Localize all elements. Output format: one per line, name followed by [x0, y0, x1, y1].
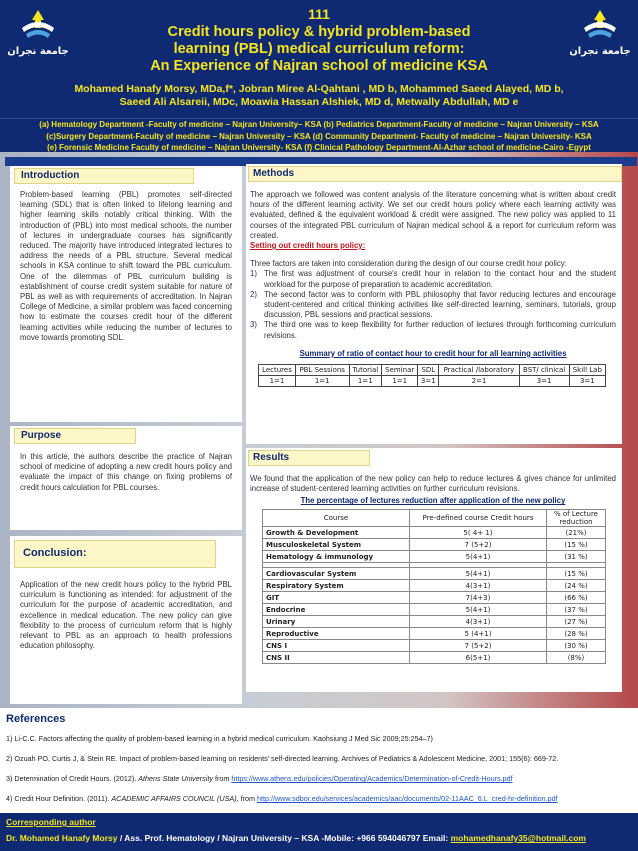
conclusion-text: Application of the new credit hours policy to the hybrid PBL curriculum is functioning as intended: for adjustment of the curriculum for the purpose of academic accreditation, and excellence in medical education. The new policy can give flexibility to the process of curriculum reform that is highly relevant to PBL as an approach to health professions education philosophy.	[20, 580, 232, 651]
author-details: / Ass. Prof. Hematology / Najran University – KSA -Mobile: +966 594046797 Email:	[117, 833, 451, 843]
table-row	[263, 640, 606, 652]
methods-factor	[250, 290, 616, 321]
references-title: References	[6, 713, 66, 725]
credit-cell: 5(4+1)	[410, 551, 547, 563]
table-row	[263, 568, 606, 580]
pct-cell: (24 %)	[547, 580, 606, 592]
lecture-reduction-table	[262, 509, 606, 664]
credit-cell: 4(3+1)	[410, 616, 547, 628]
course-cell: Cardiovascular System	[263, 568, 410, 580]
title-line: Credit hours policy & hybrid problem-based	[167, 24, 471, 40]
poster-header	[0, 0, 638, 118]
table-row	[263, 539, 606, 551]
course-cell: Respiratory System	[263, 580, 410, 592]
affiliation-line: (c)Surgery Department-Faculty of medicine – Najran University – KSA (d) Community Department- Faculty of medicine – Najran University- KSA	[46, 131, 592, 141]
table-header-cell: Pre-defined course Credit hours	[410, 510, 547, 527]
table-cell: 2=1	[439, 375, 519, 386]
introduction-section	[10, 166, 242, 422]
factor-number: 2)	[250, 289, 257, 299]
credit-cell: 6(5+1)	[410, 652, 547, 664]
introduction-text: Problem-based learning (PBL) promotes self-directed learning (SDL) that is often linked to lifelong learning and higher learning skills notably critical thinking. With the introduction of (PBL) into most medical schools, the number of lectures in undergraduate courses has significantly reduced. The majority have introduced integrated lectures to address the needs of a PBL structure. Several medical schools in KSA continue to shift toward the PBL curriculum. One of the dilemmas of PBL curriculum building is establishment of course credit system suitable for nature of PBL as well as with requirements of accreditation. In Najran College of Medicine, a similar problem was faced concerning how to estimate the courses credit hour of the different learning activities while reducing the number of lectures to move towards promoting SDL.	[20, 190, 232, 342]
methods-subheading: Setting out credit hours policy:	[250, 241, 366, 251]
table-header-row	[259, 364, 606, 375]
table-row	[259, 375, 606, 386]
table-row	[263, 652, 606, 664]
results-table-caption: The percentage of lectures reduction after application of the new policy	[300, 496, 566, 506]
course-cell: Hematology & immunology	[263, 551, 410, 563]
course-cell: CNS I	[263, 640, 410, 652]
table-row	[263, 580, 606, 592]
table-header-cell: % of Lecture reduction	[547, 510, 606, 527]
pct-cell: (15 %)	[547, 568, 606, 580]
table-row	[263, 628, 606, 640]
table-cell: 1=1	[295, 375, 349, 386]
reference-item	[6, 794, 558, 803]
table-header-cell: Tutorial	[349, 364, 382, 375]
pct-cell: (28 %)	[547, 628, 606, 640]
methods-heading-box	[248, 166, 622, 182]
reference-text: 4) Credit Hour Definition. (2011).	[6, 794, 112, 803]
pct-cell: (37 %)	[547, 604, 606, 616]
results-heading-box	[248, 450, 370, 466]
table-header-cell: BST/ clinical	[519, 364, 569, 375]
title-line: learning (PBL) medical curriculum reform:	[173, 41, 465, 57]
results-text: We found that the application of the new policy can help to reduce lectures & gives chance for unlimited increase of student-centered learning activities on further curriculum revisions.	[250, 474, 616, 494]
factor-text: The third one was to keep flexibility for further reduction of lectures through forthcoming curriculum revisions.	[264, 320, 616, 340]
author-email-link[interactable]: mohamedhanafy35@hotmail.com	[450, 833, 586, 843]
conclusion-heading-box	[14, 540, 216, 568]
title-line: An Experience of Najran school of medicine KSA	[150, 58, 488, 74]
footer	[0, 813, 638, 851]
table-cell: 3=1	[569, 375, 605, 386]
credit-cell: 5(4+1)	[410, 568, 547, 580]
table-cell: 3=1	[418, 375, 439, 386]
affiliations-band	[0, 118, 638, 153]
corresponding-author-details	[6, 833, 586, 843]
table-cell: 3=1	[519, 375, 569, 386]
purpose-text: In this article, the authors describe the practice of Najran school of medicine of adopting a new credit hours policy and evaluate the impact of this change on fixing problems of credit hours calculation for PBL courses.	[20, 452, 232, 492]
credit-cell: 5 (4+1)	[410, 628, 547, 640]
credit-cell: 5( 4+ 1)	[410, 527, 547, 539]
poster-title	[90, 24, 548, 75]
conclusion-title: Conclusion:	[23, 547, 87, 559]
credit-cell: 5(4+1)	[410, 604, 547, 616]
table-header-cell: Lectures	[259, 364, 296, 375]
methods-section	[246, 164, 622, 444]
reference-mid: from	[212, 774, 232, 783]
factor-number: 3)	[250, 320, 257, 330]
reference-mid: from	[238, 794, 257, 803]
methods-factor	[250, 320, 616, 340]
table-header-cell: Practical /laboratory	[439, 364, 519, 375]
table-cell: 1=1	[382, 375, 418, 386]
course-cell: Reproductive	[263, 628, 410, 640]
table-row	[263, 616, 606, 628]
methods-table-caption: Summary of ratio of contact hour to credit hour for all learning activities	[299, 348, 567, 358]
logo-text: جامعة نجران	[8, 46, 68, 57]
purpose-heading-box	[14, 428, 136, 444]
methods-factor	[250, 269, 616, 289]
pct-cell: (15 %)	[547, 539, 606, 551]
credit-cell: 7 (5+2)	[410, 539, 547, 551]
course-cell: Endocrine	[263, 604, 410, 616]
reference-italic: Athens State University	[138, 774, 213, 783]
methods-body	[250, 190, 616, 387]
reference-item	[6, 754, 558, 763]
pct-cell: (30 %)	[547, 640, 606, 652]
course-cell: Urinary	[263, 616, 410, 628]
table-row	[263, 527, 606, 539]
poster-number: 111	[308, 6, 330, 22]
reference-text: 1) Li-C.C. Factors affecting the quality of problem-based learning in a hybrid medical curriculum. Kaohsiung J Med Sic 2009;25:254–7)	[6, 734, 433, 743]
results-body	[250, 474, 616, 664]
course-cell: CNS II	[263, 652, 410, 664]
table-header-cell: Seminar	[382, 364, 418, 375]
pct-cell: (21%)	[547, 527, 606, 539]
factor-number: 1)	[250, 269, 257, 279]
reference-item	[6, 774, 513, 783]
course-cell: Growth & Development	[263, 527, 410, 539]
introduction-title: Introduction	[21, 170, 80, 181]
table-row	[263, 592, 606, 604]
introduction-heading-box	[14, 168, 194, 184]
table-cell: 1=1	[259, 375, 296, 386]
reference-item	[6, 734, 433, 743]
pct-cell: (31 %)	[547, 551, 606, 563]
factor-text: The first was adjustment of course's credit hour in relation to the contact hour and the student workload for the purpose of preparation to academic accreditation.	[264, 269, 616, 289]
author-name: Dr. Mohamed Hanafy Morsy	[6, 833, 118, 843]
methods-text: The approach we followed was content analysis of the literature concerning what is written about credit hours of the different learning activity. We set our credit hours policy where each learning activity was evaluated, defined & the equivalent workload & credit were assigned. The new policy was applied to 11 courses of the integrated PBL curriculum of Najran medical school & a report for curriculum reform was created.	[250, 190, 616, 240]
credit-cell: 4(3+1)	[410, 580, 547, 592]
corresponding-author-label: Corresponding author	[6, 817, 96, 827]
pct-cell: (8%)	[547, 652, 606, 664]
table-cell: 1=1	[349, 375, 382, 386]
results-section	[246, 448, 622, 692]
pct-cell: (27 %)	[547, 616, 606, 628]
authors-line: Mohamed Hanafy Morsy, MDa,f*, Jobran Miree Al-Qahtani , MD b, Mohammed Saeed Alayed, MD b,	[74, 83, 564, 95]
pct-cell: (66 %)	[547, 592, 606, 604]
purpose-title: Purpose	[21, 430, 62, 441]
authors-line: Saeed Ali Alsareii, MDc, Moawia Hassan Alshiek, MD d, Metwally Abdullah, MD e	[119, 96, 519, 108]
course-cell: Musculoskeletal System	[263, 539, 410, 551]
reference-link[interactable]: https://www.athens.edu/policies/Operating/Academics/Determination-of-Credit-Hours.pdf	[231, 774, 513, 783]
table-row	[263, 604, 606, 616]
course-cell: GIT	[263, 592, 410, 604]
methods-factors-intro: Three factors are taken into consideration during the design of our course credit hour policy:	[250, 259, 567, 269]
results-title: Results	[253, 452, 290, 463]
table-row	[263, 551, 606, 563]
purpose-section	[10, 426, 242, 530]
conclusion-section	[10, 536, 242, 704]
affiliation-line: (a) Hematology Department -Faculty of medicine – Najran University– KSA (b) Pediatrics Department-Faculty of medicine – Najran University – KSA	[39, 120, 599, 129]
table-header-cell: Skill Lab	[569, 364, 605, 375]
table-header-cell: SDL	[418, 364, 439, 375]
table-header-cell: PBL Sessions	[295, 364, 349, 375]
affiliation-line: (e) Forensic Medicine Faculty of medicine – Najran University- KSA (f) Clinical Pathology Department-Al-Azhar school of medicine-Cairo -Egypt	[47, 143, 591, 152]
credit-cell: 7(4+3)	[410, 592, 547, 604]
authors	[0, 83, 638, 109]
factor-text: The second factor was to conform with PBL philosophy that favor reducing lectures and encourage student-centered and critical thinking activities like self-directed learning, seminars, tutorials, group discussion, PBL sessions and practical sessions.	[264, 289, 616, 320]
logo-text: جامعة نجران	[570, 46, 630, 57]
table-header-row	[263, 510, 606, 527]
reference-text: 2) Ozuah PO, Curtis J, & Stein RE. Impact of problem-based learning on residents' self-directed learning. Archives of Pediatrics & Adolescent Medicine, 2001; 155(6): 669-72.	[6, 754, 559, 763]
reference-link[interactable]: http://www.sdbor.edu/services/academics/aac/documents/02-11AAC_6.L_cred-hr-definition.pdf	[256, 794, 558, 803]
credit-ratio-table	[258, 364, 606, 387]
table-header-cell: Course	[263, 510, 410, 527]
credit-cell: 7 (5+2)	[410, 640, 547, 652]
methods-title: Methods	[253, 168, 295, 179]
reference-italic: ACADEMIC AFFAIRS COUNCIL (USA),	[111, 794, 239, 803]
reference-text: 3) Determination of Credit Hours. (2012).	[6, 774, 139, 783]
